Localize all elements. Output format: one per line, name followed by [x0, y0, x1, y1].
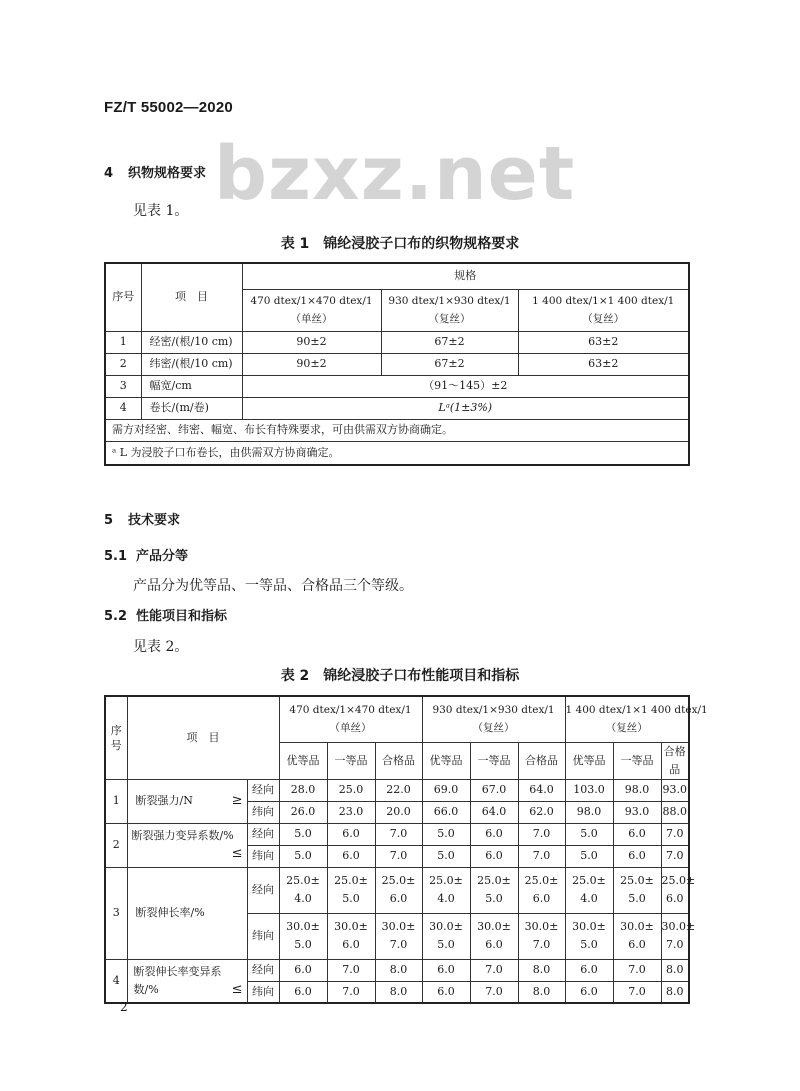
standard-number: FZ/T 55002—2020: [104, 99, 233, 116]
cell: 30.0± 5.0: [565, 913, 613, 959]
cell: 4: [105, 959, 127, 1003]
grade-header: 合格品: [518, 742, 565, 779]
cell: 断裂伸长率/%: [127, 867, 247, 959]
cell: 纬向: [247, 845, 279, 867]
section-number: 5.1: [104, 549, 128, 564]
cell: 25.0± 5.0: [327, 867, 375, 913]
cell: 30.0± 7.0: [375, 913, 422, 959]
cell: 8.0: [375, 981, 422, 1003]
cell: 67±2: [381, 331, 518, 353]
section-number: 5: [104, 513, 114, 528]
cell: 98.0: [613, 779, 661, 801]
spec-col-header: 470 dtex/1×470 dtex/1 （单丝）: [242, 289, 381, 331]
cell: （91～145）±2: [242, 375, 689, 397]
section-5-heading: [104, 509, 180, 528]
cell: 7.0: [375, 823, 422, 845]
cell: 6.0: [613, 845, 661, 867]
table-1: [104, 262, 690, 466]
cell: 93.0: [661, 779, 689, 801]
col-spec-header: 规格: [242, 263, 689, 289]
cell: 6.0: [613, 823, 661, 845]
cell: 5.0: [422, 823, 470, 845]
cell: 断裂伸长率变异系 数/% ≤: [127, 959, 247, 1003]
cell: 25.0± 6.0: [375, 867, 422, 913]
cell: 经向: [247, 959, 279, 981]
spec-col-header: 930 dtex/1×930 dtex/1 （复丝）: [422, 696, 565, 742]
grade-header: 优等品: [279, 742, 327, 779]
cell: 经向: [247, 867, 279, 913]
cell: 6.0: [422, 981, 470, 1003]
section-5-1-text: 产品分为优等品、一等品、合格品三个等级。: [133, 578, 413, 594]
cell: 幅宽/cm: [141, 375, 242, 397]
spec-col-header: 930 dtex/1×930 dtex/1 （复丝）: [381, 289, 518, 331]
cell: 6.0: [565, 981, 613, 1003]
cell: 30.0± 7.0: [661, 913, 689, 959]
table-2-caption: 表 2 锦纶浸胶子口布性能项目和指标: [280, 668, 520, 684]
cell: 2: [105, 823, 127, 867]
cell: 断裂强力变异系数/% ≤: [127, 823, 247, 867]
section-title: 技术要求: [128, 513, 181, 528]
section-5-2-text: 见表 2。: [133, 639, 189, 655]
cell: 30.0± 6.0: [613, 913, 661, 959]
table-row: [105, 353, 689, 375]
cell: 7.0: [661, 845, 689, 867]
cell: 卷长/(m/卷): [141, 397, 242, 419]
spec-col-header: 1 400 dtex/1×1 400 dtex/1 （复丝）: [518, 289, 689, 331]
cell: 88.0: [661, 801, 689, 823]
section-4-heading: [104, 162, 206, 181]
cell: 7.0: [518, 845, 565, 867]
cell: 3: [105, 375, 141, 397]
cell: 4: [105, 397, 141, 419]
cell: 5.0: [279, 823, 327, 845]
cell: 30.0± 5.0: [279, 913, 327, 959]
cell: 25.0± 4.0: [565, 867, 613, 913]
col-item-header: 项 目: [141, 263, 242, 331]
cell: 25.0± 4.0: [279, 867, 327, 913]
cell: 5.0: [422, 845, 470, 867]
grade-header: 一等品: [327, 742, 375, 779]
spec-col-header: 1 400 dtex/1×1 400 dtex/1 （复丝）: [565, 696, 689, 742]
cell: 8.0: [661, 959, 689, 981]
cell: 25.0± 6.0: [518, 867, 565, 913]
cell: 5.0: [279, 845, 327, 867]
cell: 64.0: [518, 779, 565, 801]
cell: 7.0: [613, 981, 661, 1003]
cell: 6.0: [470, 823, 518, 845]
grade-header: 优等品: [422, 742, 470, 779]
cell: 8.0: [661, 981, 689, 1003]
cell: 69.0: [422, 779, 470, 801]
cell: 22.0: [375, 779, 422, 801]
cell: 90±2: [242, 353, 381, 375]
cell: 64.0: [470, 801, 518, 823]
section-number: 5.2: [104, 609, 128, 624]
cell: 26.0: [279, 801, 327, 823]
cell: 63±2: [518, 353, 689, 375]
section-title: 织物规格要求: [128, 166, 207, 181]
cell: 6.0: [422, 959, 470, 981]
grade-header: 合格品: [661, 742, 689, 779]
cell: 6.0: [470, 845, 518, 867]
cell: 6.0: [327, 845, 375, 867]
cell: 8.0: [375, 959, 422, 981]
cell: 30.0± 6.0: [327, 913, 375, 959]
cell: 67±2: [381, 353, 518, 375]
watermark: bzxz.net: [214, 131, 576, 217]
cell: 7.0: [518, 823, 565, 845]
cell: 纬向: [247, 913, 279, 959]
cell: 纬向: [247, 801, 279, 823]
grade-header: 一等品: [470, 742, 518, 779]
cell: 30.0± 6.0: [470, 913, 518, 959]
cell: 8.0: [518, 959, 565, 981]
cell: 7.0: [470, 959, 518, 981]
cell: 经向: [247, 779, 279, 801]
section-5-1-heading: [104, 545, 188, 564]
cell: 98.0: [565, 801, 613, 823]
cell: 25.0± 4.0: [422, 867, 470, 913]
cell: 纬密/(根/10 cm): [141, 353, 242, 375]
section-4-text: 见表 1。: [133, 203, 189, 219]
cell: 90±2: [242, 331, 381, 353]
cell: Lᵃ(1±3%): [242, 397, 689, 419]
cell: 20.0: [375, 801, 422, 823]
section-title: 性能项目和指标: [136, 609, 228, 624]
cell: 6.0: [327, 823, 375, 845]
cell: 7.0: [661, 823, 689, 845]
cell: 66.0: [422, 801, 470, 823]
cell: 纬向: [247, 981, 279, 1003]
table-row: [105, 375, 689, 397]
table-row: [105, 779, 689, 801]
cell: 67.0: [470, 779, 518, 801]
table-row: [105, 331, 689, 353]
cell: 103.0: [565, 779, 613, 801]
cell: 7.0: [327, 959, 375, 981]
table-note: 需方对经密、纬密、幅宽、布长有特殊要求，可由供需双方协商确定。: [105, 419, 689, 441]
cell: 62.0: [518, 801, 565, 823]
cell: 23.0: [327, 801, 375, 823]
table-row: [105, 823, 689, 845]
cell: 7.0: [470, 981, 518, 1003]
cell: 25.0: [327, 779, 375, 801]
cell: 经向: [247, 823, 279, 845]
cell: 25.0± 5.0: [613, 867, 661, 913]
table-footnote: ᵃ L 为浸胶子口布卷长，由供需双方协商确定。: [105, 441, 689, 465]
table-1-caption: 表 1 锦纶浸胶子口布的织物规格要求: [280, 236, 520, 252]
cell: 断裂强力/N ≥: [127, 779, 247, 823]
grade-header: 优等品: [565, 742, 613, 779]
cell: 6.0: [279, 981, 327, 1003]
table-row: [105, 867, 689, 913]
cell: 5.0: [565, 823, 613, 845]
cell: 3: [105, 867, 127, 959]
section-title: 产品分等: [136, 549, 189, 564]
col-item-header: 项 目: [127, 696, 279, 779]
cell: 1: [105, 779, 127, 823]
table-row: [105, 959, 689, 981]
table-row: [105, 397, 689, 419]
cell: 2: [105, 353, 141, 375]
section-5-2-heading: [104, 605, 227, 624]
cell: 25.0± 6.0: [661, 867, 689, 913]
spec-col-header: 470 dtex/1×470 dtex/1 （单丝）: [279, 696, 422, 742]
grade-header: 合格品: [375, 742, 422, 779]
cell: 63±2: [518, 331, 689, 353]
table-2: [104, 695, 708, 1004]
cell: 8.0: [518, 981, 565, 1003]
cell: 7.0: [327, 981, 375, 1003]
cell: 30.0± 7.0: [518, 913, 565, 959]
cell: 6.0: [279, 959, 327, 981]
page-number: 2: [120, 1000, 128, 1014]
col-seq-header: 序号: [105, 263, 141, 331]
cell: 6.0: [565, 959, 613, 981]
section-number: 4: [104, 166, 114, 181]
cell: 28.0: [279, 779, 327, 801]
cell: 25.0± 5.0: [470, 867, 518, 913]
cell: 93.0: [613, 801, 661, 823]
cell: 7.0: [375, 845, 422, 867]
cell: 30.0± 5.0: [422, 913, 470, 959]
grade-header: 一等品: [613, 742, 661, 779]
col-seq-header: 序号: [105, 696, 127, 779]
cell: 7.0: [613, 959, 661, 981]
cell: 经密/(根/10 cm): [141, 331, 242, 353]
cell: 5.0: [565, 845, 613, 867]
cell: 1: [105, 331, 141, 353]
